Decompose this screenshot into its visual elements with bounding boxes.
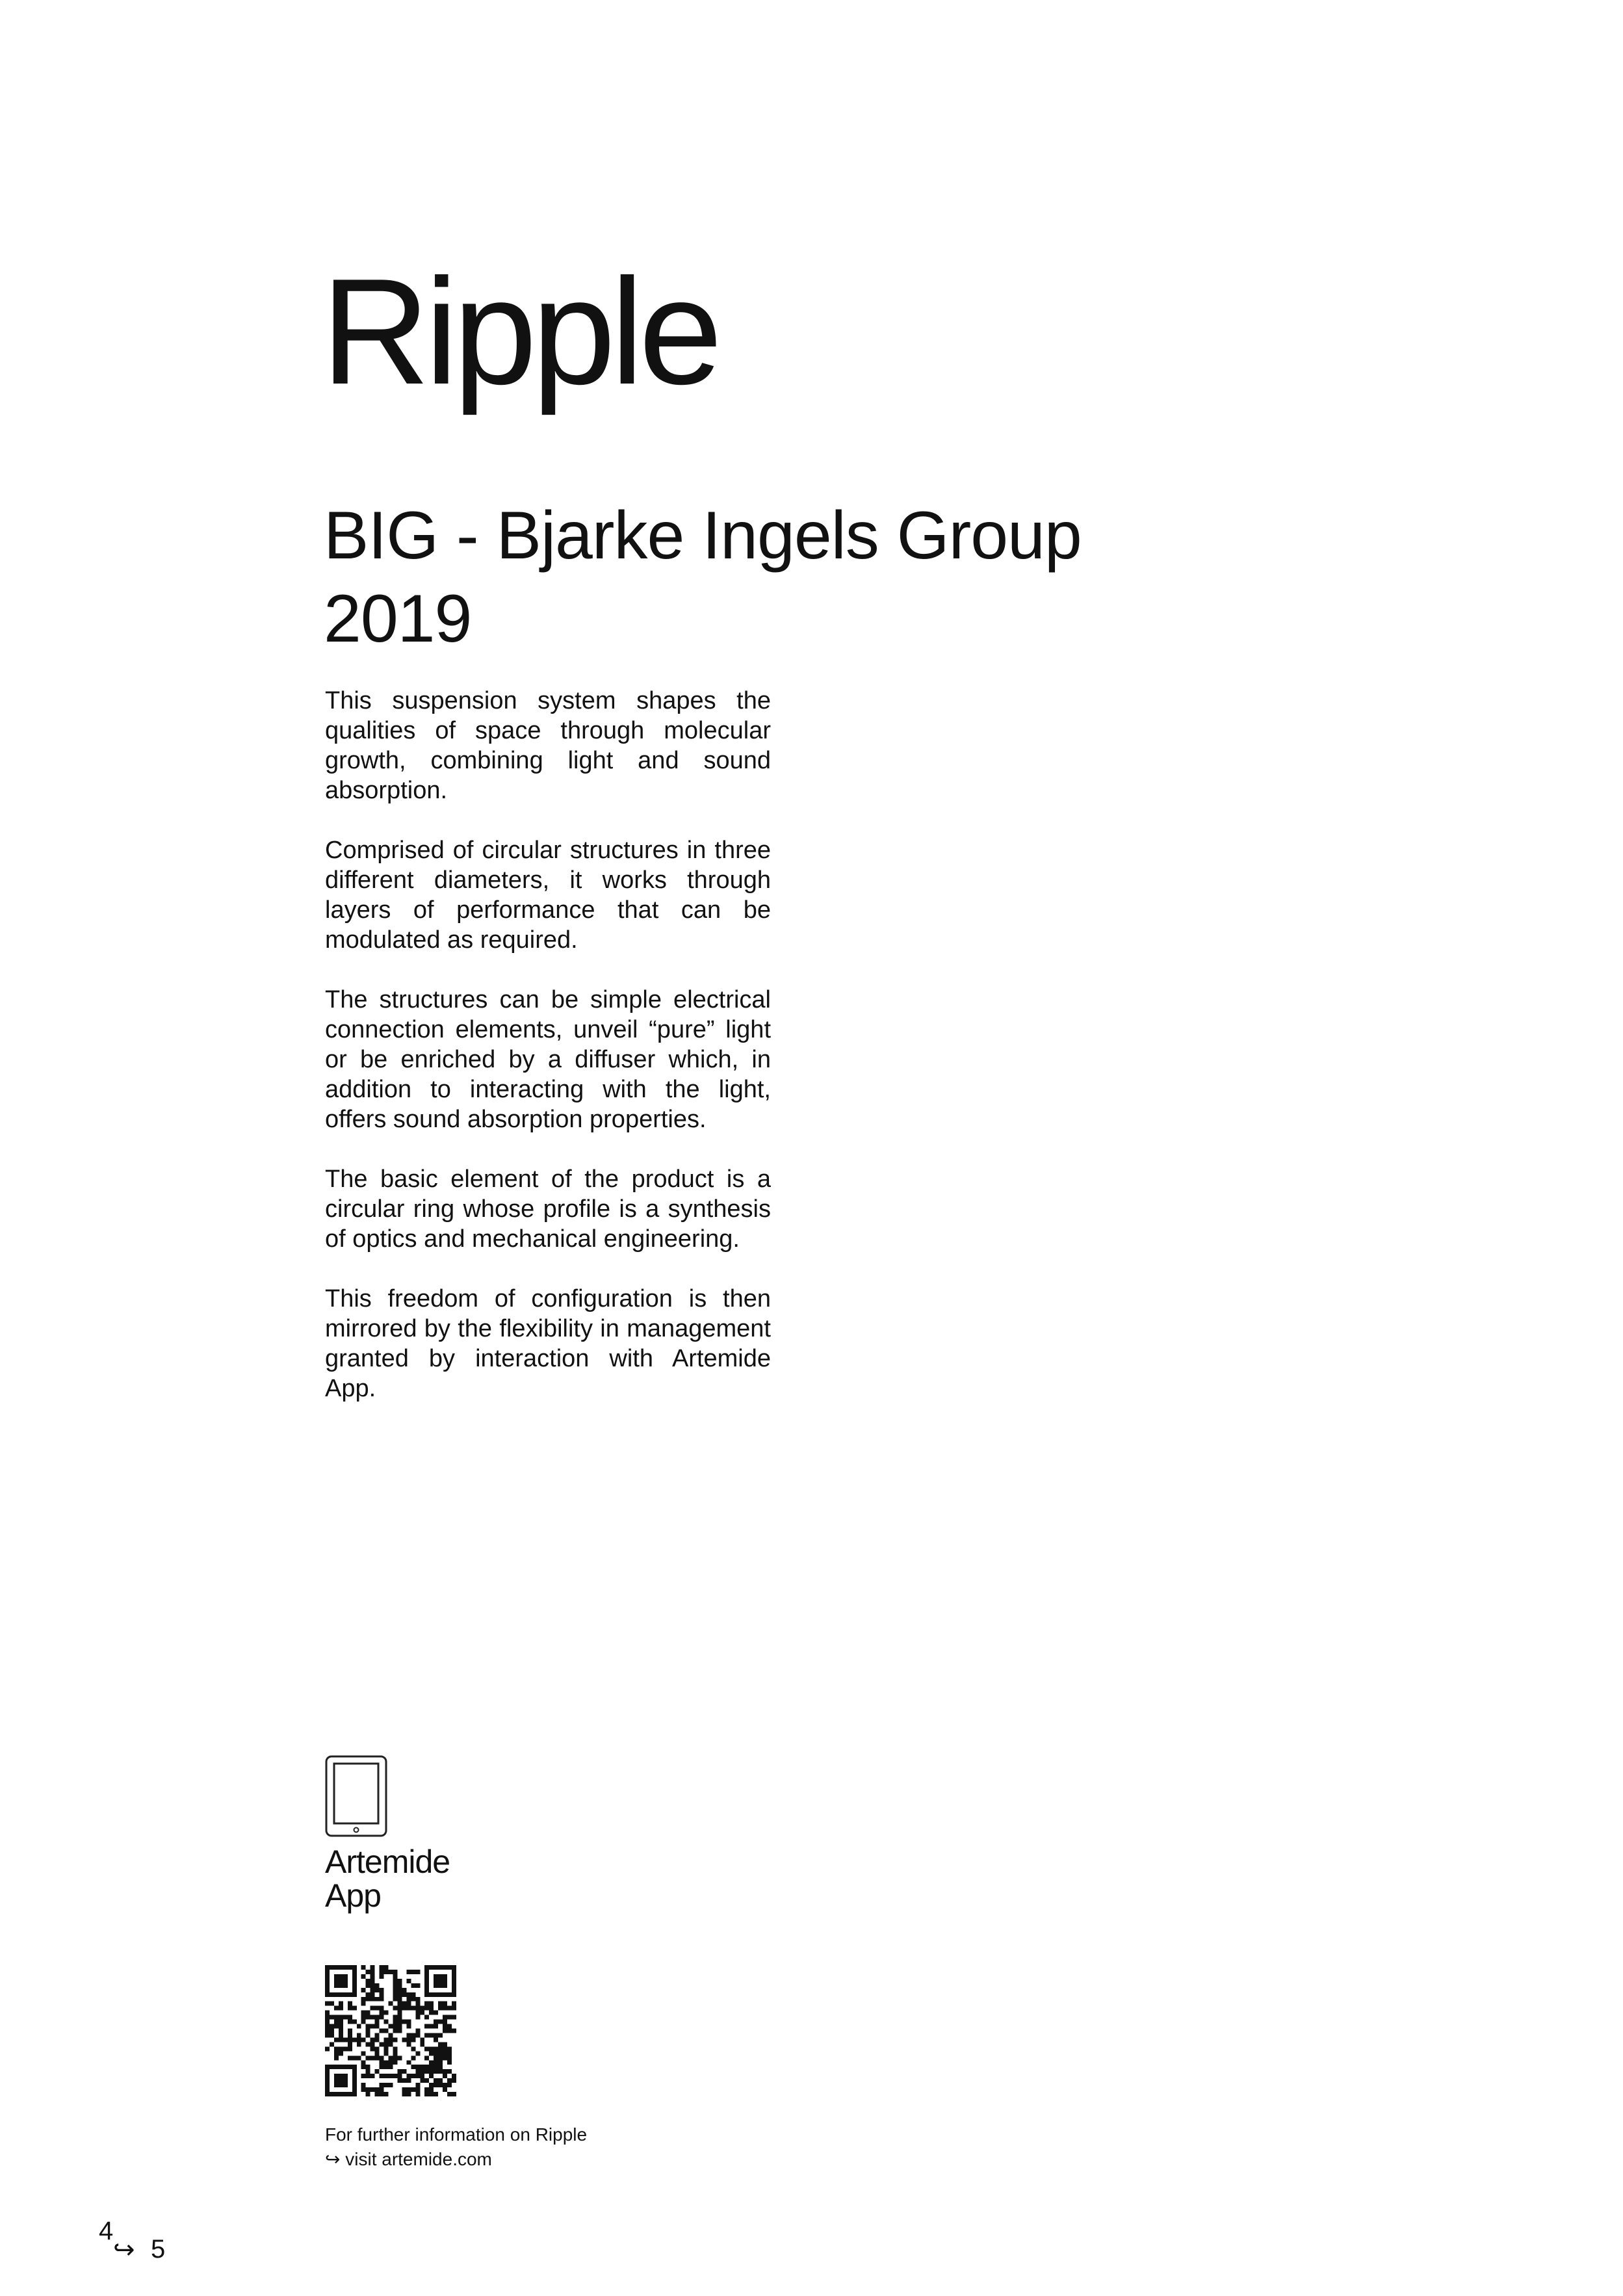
website-link[interactable]: visit artemide.com <box>345 2149 492 2169</box>
tablet-icon <box>325 1755 387 1837</box>
qr-code-icon[interactable] <box>325 1965 456 2096</box>
artemide-app-label[interactable] <box>325 1845 450 1912</box>
info-text: For further information on Ripple <box>325 2124 588 2145</box>
page-number-left: 4 <box>99 2217 114 2245</box>
app-label-line1: Artemide <box>325 1844 450 1880</box>
designer-name: BIG - Bjarke Ingels Group <box>324 498 1082 573</box>
product-title: Ripple <box>321 248 718 416</box>
paragraph: The basic element of the product is a circular ring whose profile is a synthesis of optics and mechanical engineering. <box>325 1166 771 1253</box>
further-info <box>325 2122 587 2172</box>
year: 2019 <box>324 581 472 657</box>
paragraph: The structures can be simple electrical connection elements, unveil “pure” light or be enriched by a diffuser which, in addition to interacting with the light, offers sound absorption properties. <box>325 986 771 1133</box>
page-arrow-icon: ↪ <box>113 2236 135 2264</box>
designer-and-year <box>324 494 1082 660</box>
paragraph: This freedom of configuration is then mirrored by the flexibility in management granted by interaction with Artemide App. <box>325 1285 771 1402</box>
page-number-right: 5 <box>151 2235 166 2263</box>
app-label-line2: App <box>325 1877 381 1914</box>
paragraph: This suspension system shapes the qualities of space through molecular growth, combining light and sound absorption. <box>325 687 771 804</box>
description <box>325 686 771 1433</box>
paragraph: Comprised of circular structures in three different diameters, it works through layers of performance that can be modulated as required. <box>325 837 771 954</box>
link-arrow-icon: ↪ <box>325 2149 341 2169</box>
